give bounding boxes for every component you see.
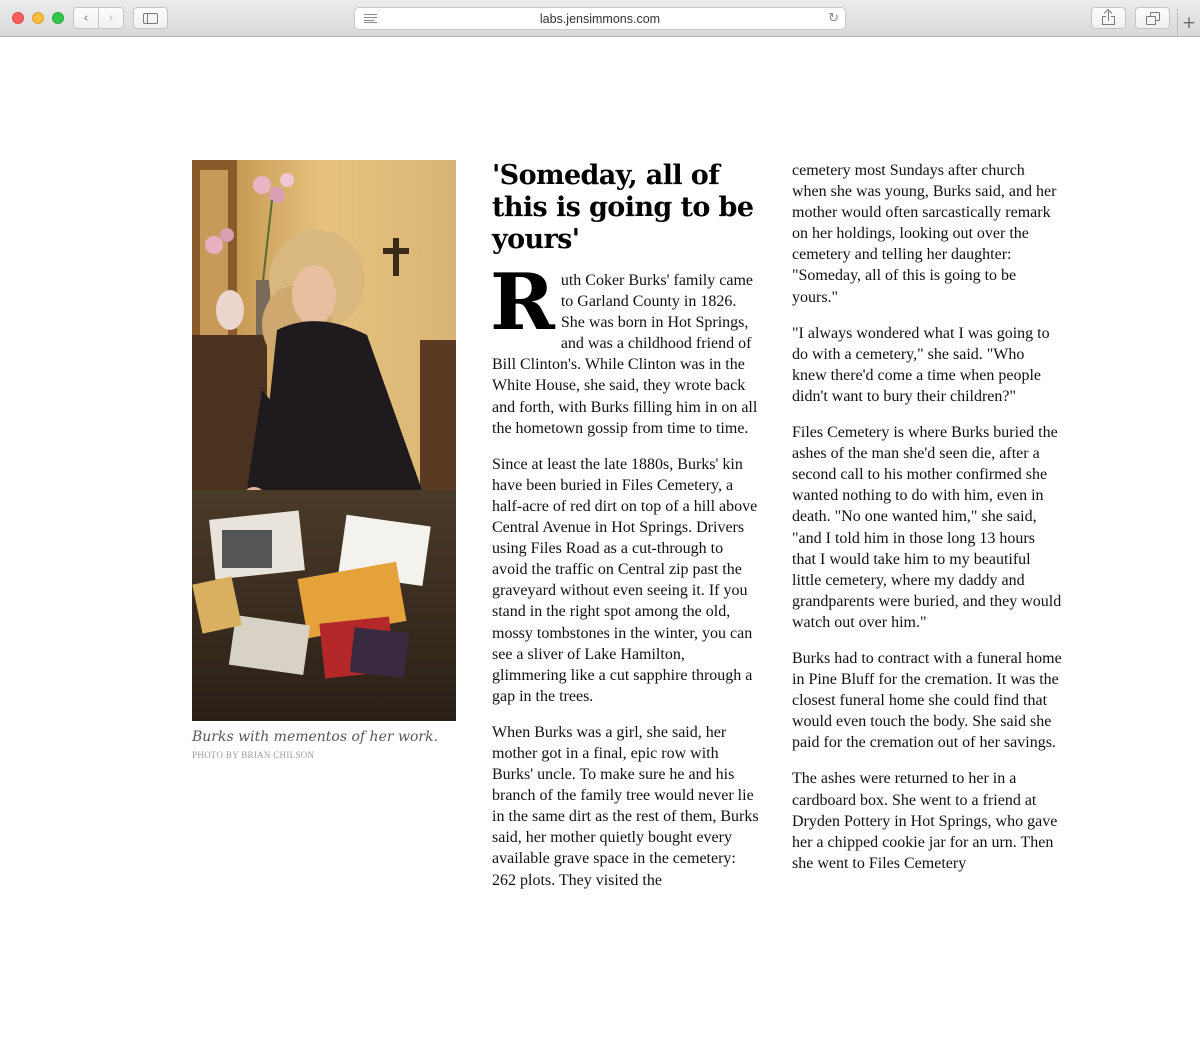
article-paragraph: When Burks was a girl, she said, her mother got in a final, epic row with Burks' uncle. To make sure he and his branch of the family tree would never lie in the same dirt as the rest of them, Burks said, her mother quietly bought every available grave space in the cemetery: 262 plots. They visited the: [492, 723, 759, 889]
article-headline: 'Someday, all of this is going to be yours': [492, 160, 754, 255]
photo-credit: PHOTO BY BRIAN CHILSON: [192, 750, 315, 760]
article-paragraph: Burks had to contract with a funeral home in Pine Bluff for the cremation. It was the closest funeral home she could find that would even touch the body. She said she paid for the cremation out of her savings.: [792, 649, 1062, 752]
article-paragraph: Since at least the late 1880s, Burks' kin have been buried in Files Cemetery, a half-acre of red dirt on top of a hill above Central Avenue in Hot Springs. Drivers using Files Road as a cut-through to avoid the traffic on Central zip past the graveyard without even seeing it. If you stand in the right spot among the old, mossy tombstones in the winter, you can see a sliver of Lake Hamilton, glimmering like a cut sapphire through a gap in the trees.: [492, 455, 758, 705]
close-window-button[interactable]: [12, 12, 24, 24]
share-icon: [1102, 11, 1115, 25]
paragraph-text: uth Coker Burks' family came to Garland County in 1826. She was born in Hot Springs, and was a childhood friend of Bill Clinton's. While Clinton was in the White House, she said, they wrote back and forth, with Burks filling him in on all the hometown gossip from time to time.: [492, 272, 758, 437]
article-paragraph: The ashes were returned to her in a cardboard box. She went to a friend at Dryden Pottery in Hot Springs, who gave her a chipped cookie jar for an urn. Then she went to Files Cemetery: [792, 770, 1058, 872]
photo-caption: Burks with mementos of her work.: [192, 729, 439, 745]
plus-icon: +: [1181, 13, 1197, 33]
sidebar-icon: [143, 13, 158, 24]
reader-icon[interactable]: [364, 14, 377, 23]
article-column-2: [792, 160, 1062, 889]
tabs-icon: [1146, 12, 1160, 25]
back-button[interactable]: [73, 7, 99, 29]
back-chevron-icon: ‹: [83, 10, 89, 26]
forward-button[interactable]: [98, 7, 124, 29]
drop-cap: R: [490, 257, 555, 348]
article-paragraph: "I always wondered what I was going to do with a cemetery," she said. "Who knew there'd come a time when people didn't want to bury their children?": [792, 324, 1050, 405]
reload-icon[interactable]: ↻: [828, 11, 839, 26]
forward-chevron-icon: ›: [108, 10, 114, 26]
show-all-tabs-button[interactable]: [1135, 7, 1170, 29]
fullscreen-window-button[interactable]: [52, 12, 64, 24]
article-paragraph: [490, 257, 762, 439]
url-text: labs.jensimmons.com: [539, 11, 661, 26]
article-column-1: [492, 160, 762, 906]
new-tab-button[interactable]: [1177, 9, 1200, 37]
browser-toolbar: [0, 0, 1200, 37]
article-paragraph: cemetery most Sundays after church when she was young, Burks said, and her mother would often sarcastically remark on her holdings, looking out over the cemetery and telling her daughter: "Someday, all of this is going to be yours.": [792, 162, 1057, 306]
article-paragraph: Files Cemetery is where Burks buried the ashes of the man she'd seen die, after a second call to his mother confirmed she wanted nothing to do with him, even in death. "No one wanted him," she said, "and I told him in those long 13 hours that I would take him to my beautiful little cemetery, where my daddy and grandparents were buried, and they would watch out over him.": [792, 424, 1062, 631]
show-sidebar-button[interactable]: [133, 7, 168, 29]
article-photo: [192, 160, 456, 721]
minimize-window-button[interactable]: [32, 12, 44, 24]
address-bar[interactable]: [354, 7, 846, 30]
share-button[interactable]: [1091, 7, 1126, 29]
